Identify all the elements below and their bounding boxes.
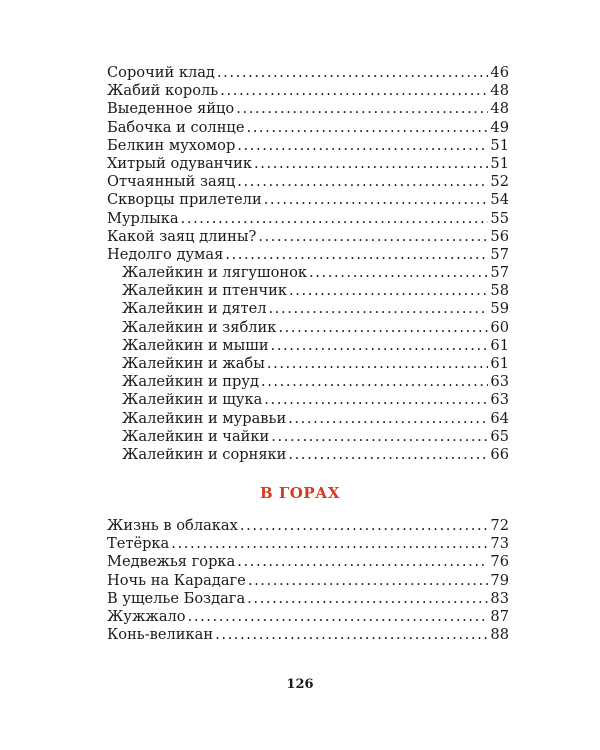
toc-subentry: [107, 428, 509, 446]
toc-entry-title: Скворцы прилетели: [107, 191, 262, 209]
toc-entry-title: Недолго думая: [107, 245, 224, 263]
toc-subentry: [107, 391, 509, 409]
toc-entry-page: 65: [490, 427, 509, 445]
toc-entry-title: Жалейкин и мыши: [122, 336, 269, 354]
toc-entry-title: Жалейкин и птенчик: [122, 282, 287, 300]
toc-entry-title: Какой заяц длины?: [107, 227, 257, 245]
toc-entry-title: В ущелье Боздага: [107, 589, 246, 607]
toc-list-part2: [107, 517, 509, 644]
toc-entry-page: 76: [490, 553, 509, 571]
toc-entry-page: 55: [490, 209, 509, 227]
toc-entry-title: Жалейкин и зяблик: [122, 318, 277, 336]
dot-leader: [271, 337, 489, 355]
dot-leader: [225, 246, 488, 264]
toc-entry-title: Бабочка и солнце: [107, 118, 245, 136]
dot-leader: [240, 517, 489, 535]
dot-leader: [258, 228, 488, 246]
toc-entry: [107, 82, 509, 100]
toc-entry: [107, 590, 509, 608]
toc-entry: [107, 246, 509, 264]
toc-subentry: [107, 300, 509, 318]
toc-subentry: [107, 282, 509, 300]
toc-entry: [107, 517, 509, 535]
toc-entry-page: 51: [490, 154, 509, 172]
toc-entry-page: 52: [490, 173, 509, 191]
toc-entry-page: 49: [490, 118, 509, 136]
toc-entry-title: Медвежья горка: [107, 553, 236, 571]
dot-leader: [215, 626, 488, 644]
toc-entry-page: 58: [490, 282, 509, 300]
section-title: В ГОРАХ: [260, 484, 340, 502]
toc-entry-title: Жалейкин и муравьи: [122, 409, 287, 427]
toc-entry: [107, 572, 509, 590]
toc-subentry: [107, 446, 509, 464]
toc-entry-title: Сорочий клад: [107, 64, 215, 81]
toc-entry: [107, 191, 509, 209]
toc-entry-title: Жалейкин и жабы: [122, 355, 265, 372]
toc-entry: [107, 228, 509, 246]
toc-list-part1: [107, 64, 509, 464]
dot-leader: [309, 264, 488, 282]
toc-entry: [107, 137, 509, 155]
toc-entry-page: 72: [490, 517, 509, 534]
toc-entry-page: 64: [490, 409, 509, 427]
dot-leader: [171, 535, 488, 553]
dot-leader: [288, 446, 488, 464]
dot-leader: [247, 590, 488, 608]
toc-entry: [107, 626, 509, 644]
page-number: 126: [286, 677, 314, 692]
toc-entry-page: 63: [490, 373, 509, 391]
toc-entry-page: 54: [490, 191, 509, 209]
toc-entry-title: Тетёрка: [107, 535, 170, 553]
toc-subentry: [107, 373, 509, 391]
dot-leader: [188, 608, 489, 626]
toc-entry-page: 59: [490, 300, 509, 318]
dot-leader: [264, 191, 489, 209]
toc-entry-page: 73: [490, 535, 509, 553]
toc-entry-title: Жалейкин и чайки: [122, 427, 270, 445]
toc-entry: [107, 119, 509, 137]
dot-leader: [261, 373, 488, 391]
dot-leader: [268, 300, 488, 318]
toc-entry-page: 48: [490, 82, 509, 100]
toc-entry-page: 61: [490, 336, 509, 354]
toc-entry-title: Ночь на Карадаге: [107, 571, 246, 589]
toc-subentry: [107, 410, 509, 428]
dot-leader: [236, 100, 488, 118]
toc-entry-title: Выеденное яйцо: [107, 100, 235, 118]
toc-entry-page: 87: [490, 607, 509, 625]
toc-entry-page: 48: [490, 100, 509, 118]
dot-leader: [271, 428, 488, 446]
toc-entry-title: Жалейкин и сорняки: [122, 445, 287, 463]
toc-entry-page: 57: [490, 264, 509, 282]
toc-entry: [107, 100, 509, 118]
toc-entry-page: 46: [490, 64, 509, 81]
toc-entry-title: Жалейкин и щука: [122, 391, 263, 409]
toc-entry-title: Жалейкин и пруд: [122, 373, 259, 391]
toc-entry: [107, 173, 509, 191]
toc-entry-title: Жабий король: [107, 82, 219, 100]
dot-leader: [181, 210, 489, 228]
dot-leader: [278, 319, 488, 337]
dot-leader: [217, 64, 489, 82]
toc-subentry: [107, 319, 509, 337]
toc-entry-page: 88: [490, 626, 509, 644]
dot-leader: [264, 391, 488, 409]
toc-entry: [107, 210, 509, 228]
toc-entry-page: 63: [490, 391, 509, 409]
dot-leader: [267, 355, 489, 373]
toc-entry-title: Белкин мухомор: [107, 136, 236, 154]
toc-entry-page: 57: [490, 245, 509, 263]
dot-leader: [237, 173, 488, 191]
toc-entry-page: 60: [490, 318, 509, 336]
toc-entry-title: Отчаянный заяц: [107, 173, 236, 191]
toc-entry-title: Жалейкин и дятел: [122, 300, 267, 318]
toc-entry-page: 66: [490, 445, 509, 463]
toc-entry-page: 61: [490, 355, 509, 372]
toc-entry: [107, 155, 509, 173]
toc-subentry: [107, 264, 509, 282]
dot-leader: [220, 82, 488, 100]
toc-entry: [107, 64, 509, 82]
toc-entry-page: 83: [490, 589, 509, 607]
toc-entry: [107, 553, 509, 571]
toc-entry-title: Жизнь в облаках: [107, 517, 238, 534]
dot-leader: [254, 155, 488, 173]
dot-leader: [288, 410, 488, 428]
toc-entry-title: Мурлыка: [107, 209, 179, 227]
toc-entry: [107, 608, 509, 626]
toc-entry-title: Жужжало: [107, 607, 186, 625]
toc-subentry: [107, 337, 509, 355]
toc-entry-title: Хитрый одуванчик: [107, 154, 253, 172]
toc-entry-title: Конь-великан: [107, 626, 214, 644]
toc-entry-page: 56: [490, 227, 509, 245]
dot-leader: [248, 572, 489, 590]
dot-leader: [237, 553, 488, 571]
toc-entry: [107, 535, 509, 553]
dot-leader: [289, 282, 488, 300]
toc-entry-page: 51: [490, 136, 509, 154]
dot-leader: [246, 119, 488, 137]
toc-entry-page: 79: [490, 571, 509, 589]
toc-entry-title: Жалейкин и лягушонок: [122, 264, 308, 282]
toc-subentry: [107, 355, 509, 373]
dot-leader: [237, 137, 488, 155]
